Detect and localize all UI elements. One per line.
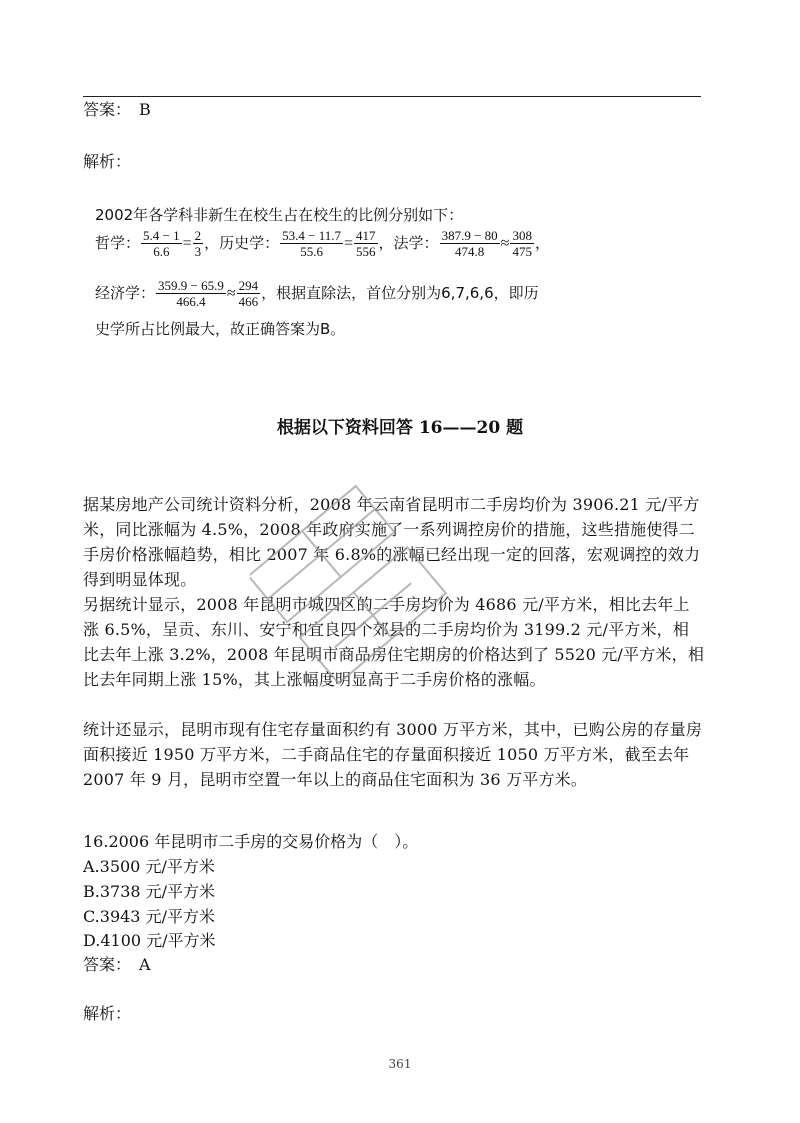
econ-denominator: 466.4	[176, 294, 206, 309]
law-result	[510, 228, 534, 259]
philosophy-result	[193, 228, 204, 259]
law-label: ，法学：	[378, 234, 439, 252]
option-b: B.3738 元/平方米	[83, 882, 216, 901]
philosophy-result-num: 2	[194, 228, 202, 243]
econ-result	[237, 278, 261, 309]
philosophy-numerator: 5.4 − 1	[143, 228, 180, 243]
law-fraction	[440, 228, 500, 259]
analysis-label-2: 解析：	[83, 1004, 132, 1023]
econ-fraction	[156, 278, 226, 309]
law-denominator: 474.8	[454, 244, 485, 259]
history-result	[354, 228, 378, 259]
econ-result-den: 466	[238, 294, 259, 309]
passage-paragraph-2: 另据统计显示，2008 年昆明市城四区的二手房均价为 4686 元/平方米，相比去年上涨 6.5%，呈贡、东川、安宁和宜良四个郊县的二手房均价为 3199.2 元/平方米，相比去年上涨 3.2%，2008 年昆明市商品房住宅期房的价格达到了 5520 元/平方米，相比去年同期上涨 15%，其上涨幅度明显高于二手房价格的涨幅。	[83, 595, 705, 689]
passage-paragraph-1: 据某房地产公司统计资料分析，2008 年云南省昆明市二手房均价为 3906.21 元/平方米，同比涨幅为 4.5%，2008 年政府实施了一系列调控房价的措施，这些措施使得二手房价格涨幅趋势，相比 2007 年 6.8%的涨幅已经出现一定的回落，宏观调控的效力得到明显体现。	[83, 495, 701, 589]
page-number: 361	[388, 1057, 412, 1071]
approx-sign: ≈	[226, 285, 236, 302]
philosophy-label: 哲学：	[95, 234, 141, 252]
analysis-label-1: 解析：	[83, 152, 132, 171]
history-numerator: 53.4 − 11.7	[282, 228, 342, 243]
law-result-num: 308	[512, 228, 532, 243]
solution-line-2	[95, 228, 550, 259]
solution-line-1: 2002年各学科非新生在校生占在校生的比例分别如下：	[95, 206, 464, 224]
law-result-den: 475	[512, 244, 532, 259]
option-c: C.3943 元/平方米	[83, 907, 215, 926]
econ-tail: ，根据直除法，首位分别为6,7,6,6，即历	[261, 284, 539, 302]
econ-numerator: 359.9 − 65.9	[158, 278, 224, 293]
law-end-comma: ，	[534, 234, 550, 252]
philosophy-fraction	[141, 228, 182, 259]
history-denominator: 55.6	[300, 244, 323, 259]
option-d: D.4100 元/平方米	[83, 931, 216, 950]
answer-a: 答案： A	[83, 955, 151, 974]
answer-b: 答案： B	[83, 100, 151, 119]
philosophy-denominator: 6.6	[153, 244, 170, 259]
option-a: A.3500 元/平方米	[83, 857, 215, 876]
passage-paragraph-3: 统计还显示，昆明市现有住宅存量面积约有 3000 万平方米，其中，已购公房的存量房面积接近 1950 万平方米，二手商品住宅的存量面积接近 1050 万平方米，截至去年 2007 年 9 月，昆明市空置一年以上的商品住宅面积为 36 万平方米。	[83, 720, 703, 789]
equals-sign: =	[344, 235, 354, 252]
philosophy-result-den: 3	[194, 244, 202, 259]
solution-line-4: 史学所占比例最大，故正确答案为B。	[95, 320, 346, 338]
solution-line-3	[95, 278, 539, 309]
approx-sign: ≈	[500, 235, 510, 252]
question-stem: 16.2006 年昆明市二手房的交易价格为（ ）。	[83, 832, 419, 851]
law-numerator: 387.9 − 80	[441, 228, 498, 243]
history-result-num: 417	[356, 228, 376, 243]
section-title: 根据以下资料回答 16——20 题	[276, 418, 524, 438]
header-rule	[83, 96, 701, 97]
history-result-den: 556	[356, 244, 376, 259]
econ-label: 经济学：	[95, 284, 156, 302]
history-label: ，历史学：	[204, 234, 280, 252]
history-fraction	[280, 228, 343, 259]
equals-sign: =	[182, 235, 192, 252]
econ-result-num: 294	[238, 278, 259, 293]
